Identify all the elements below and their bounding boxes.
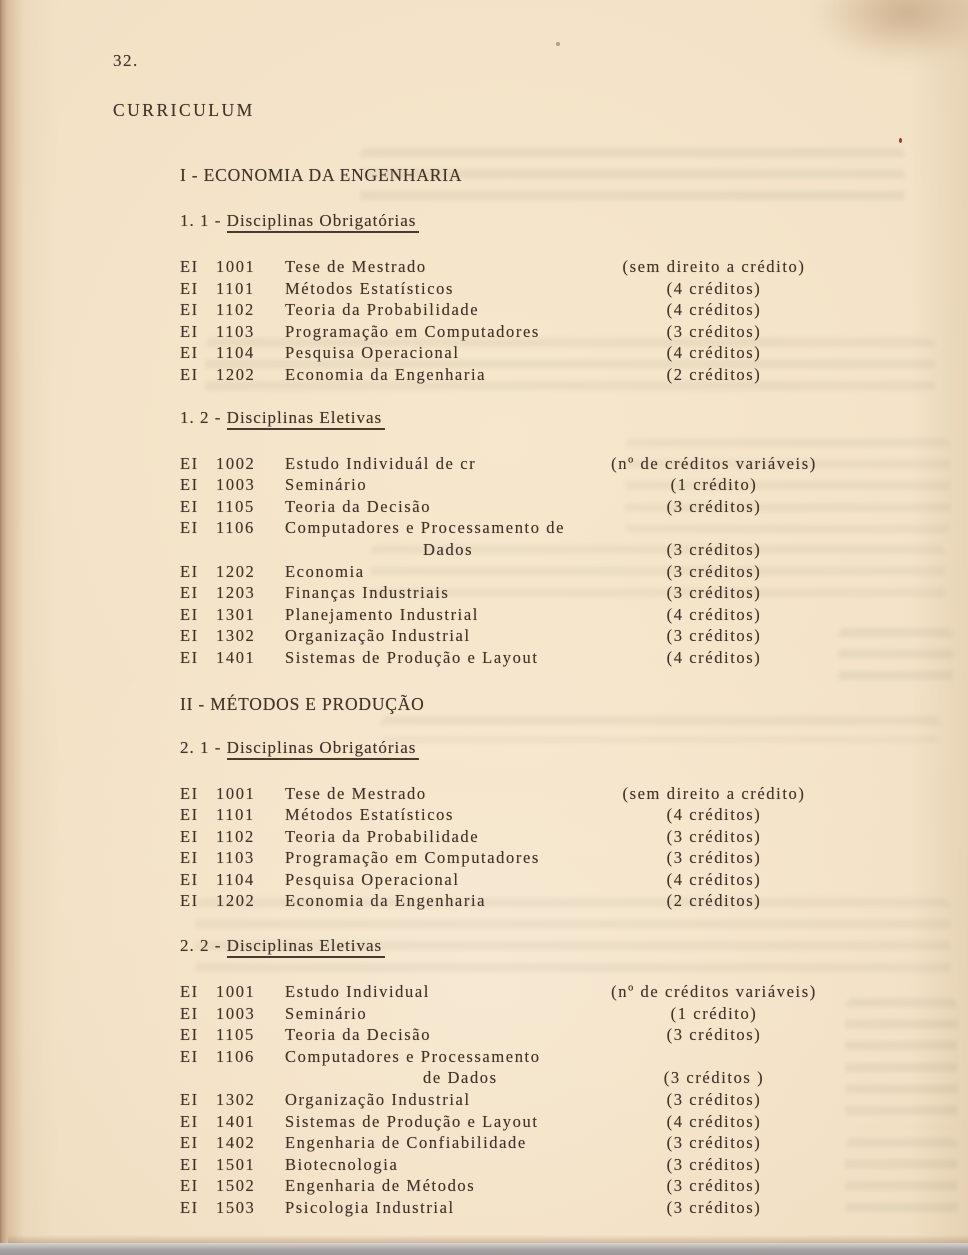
course-dept-code: EI (180, 496, 199, 516)
course-credits: (1 crédito) (670, 1003, 758, 1023)
subsection-heading (180, 407, 848, 429)
course-credits: (sem direito a crédito) (622, 257, 806, 276)
course-number: 1102 (216, 826, 255, 846)
course-title: Seminário (285, 475, 368, 495)
course-dept-code: EI (180, 1046, 199, 1066)
course-dept-code: EI (180, 1025, 199, 1045)
course-title: Finanças Industriais (285, 583, 450, 603)
course-dept-code: EI (180, 869, 199, 889)
course-credits: (sem direito a crédito) (622, 783, 806, 803)
course-dept-code: EI (180, 300, 199, 320)
bleedthrough-smudge (838, 628, 953, 688)
course-list (180, 453, 848, 669)
course-dept-code: EI (180, 783, 199, 803)
course-dept-code: EI (180, 518, 199, 538)
course-number: 1104 (216, 343, 255, 363)
course-title: Computadores e Processamento de (285, 518, 566, 538)
course-credits (580, 517, 848, 539)
page-title: CURRICULUM (113, 100, 255, 120)
course-number: 1401 (216, 1111, 256, 1131)
course-dept-code: EI (180, 1133, 199, 1153)
course-row (180, 804, 848, 826)
course-credits: (3 créditos) (666, 583, 762, 603)
course-dept-code: EI (180, 1090, 199, 1110)
course-dept-code: EI (180, 626, 199, 646)
course-title: Engenharia de Confiabilidade (285, 1133, 527, 1153)
course-row (180, 299, 848, 321)
course-dept-code: EI (180, 583, 199, 603)
course-number: 1202 (216, 561, 256, 581)
course-title: Teoria da Probabilidade (285, 826, 480, 846)
course-dept-code: EI (180, 982, 199, 1002)
course-row (180, 321, 848, 343)
course-dept-code: EI (180, 805, 199, 825)
course-credits: (3 créditos) (666, 561, 762, 581)
course-title: Estudo Individual (285, 982, 430, 1002)
course-row (180, 890, 848, 912)
subsection-heading (180, 210, 848, 232)
course-title: Economia da Engenharia (285, 891, 487, 911)
course-row (180, 1046, 848, 1068)
book-binding-edge (0, 0, 24, 1255)
course-title: Planejamento Industrial (285, 604, 479, 624)
scanner-background (0, 1243, 968, 1255)
course-title: Sistemas de Produção e Layout (285, 647, 539, 667)
course-dept-code: EI (180, 343, 199, 363)
course-number: 1202 (216, 364, 256, 384)
course-credits: (3 créditos) (666, 626, 762, 646)
course-number (216, 1067, 285, 1089)
course-number: 1103 (216, 848, 255, 868)
course-title: Economia (285, 561, 365, 581)
course-row (180, 256, 848, 278)
course-row (180, 847, 848, 869)
course-row (180, 453, 848, 475)
course-title: Pesquisa Operacional (285, 869, 460, 889)
paper-edge (8, 1235, 968, 1243)
paper-speck (899, 138, 902, 143)
course-row (180, 1089, 848, 1111)
course-number: 1501 (216, 1154, 256, 1174)
course-number: 1402 (216, 1133, 256, 1153)
page-number: 32. (113, 51, 139, 70)
course-dept-code (180, 1067, 216, 1089)
course-credits: (4 créditos) (666, 805, 762, 825)
course-credits: (4 créditos) (666, 343, 762, 363)
course-number: 1203 (216, 583, 256, 603)
course-number: 1002 (216, 453, 256, 473)
course-credits: (4 créditos) (666, 647, 762, 667)
course-number (216, 539, 285, 561)
bleedthrough-smudge (845, 1138, 957, 1216)
course-credits: (4 créditos) (666, 278, 762, 298)
course-dept-code: EI (180, 475, 199, 495)
course-credits: (3 créditos) (666, 1154, 762, 1174)
course-credits: (3 créditos) (666, 539, 762, 559)
course-number: 1105 (216, 496, 255, 516)
course-number: 1001 (216, 257, 256, 276)
subsection-heading (180, 935, 848, 957)
course-title: Teoria da Decisão (285, 496, 432, 516)
course-dept-code: EI (180, 604, 199, 624)
course-number: 1001 (216, 783, 256, 803)
course-row (180, 981, 848, 1003)
course-credits: (3 créditos) (666, 848, 762, 868)
course-credits: (2 créditos) (666, 364, 762, 384)
course-credits: (3 créditos ) (663, 1068, 765, 1088)
course-dept-code: EI (180, 561, 199, 581)
course-number: 1106 (216, 1046, 255, 1066)
course-row (180, 342, 848, 364)
course-credits: (1 crédito) (670, 475, 758, 495)
course-dept-code: EI (180, 891, 199, 911)
course-number: 1003 (216, 1003, 256, 1023)
course-credits: (3 créditos) (666, 826, 762, 846)
course-number: 1502 (216, 1176, 256, 1196)
course-credits: (3 créditos) (666, 496, 762, 516)
course-credits: (4 créditos) (666, 1111, 762, 1131)
course-title: Teoria da Decisão (285, 1025, 432, 1045)
course-dept-code: EI (180, 826, 199, 846)
course-title: Tese de Mestrado (285, 257, 427, 276)
course-row (180, 364, 848, 386)
page-content (113, 50, 848, 1219)
course-credits: (4 créditos) (666, 300, 762, 320)
course-row (180, 1111, 848, 1133)
course-number: 1104 (216, 869, 255, 889)
course-number: 1105 (216, 1025, 255, 1045)
subsection-title: Disciplinas Eletivas (227, 408, 386, 430)
course-number: 1302 (216, 626, 256, 646)
course-title: de Dados (423, 1068, 498, 1088)
subsection-label: 2. 1 - (180, 737, 222, 757)
subsection-label: 2. 2 - (180, 936, 222, 956)
course-number: 1302 (216, 1090, 256, 1110)
course-row (180, 1154, 848, 1176)
course-credits: (4 créditos) (666, 869, 762, 889)
course-title: Pesquisa Operacional (285, 343, 460, 363)
course-row (180, 647, 848, 669)
course-dept-code: EI (180, 1111, 199, 1131)
course-credits: (3 créditos) (666, 1025, 762, 1045)
course-dept-code: EI (180, 848, 199, 868)
course-title: Estudo Individuál de cr (285, 453, 477, 473)
course-list (180, 783, 848, 913)
course-credits: (nº de créditos variáveis) (611, 982, 817, 1002)
course-credits: (2 créditos) (666, 891, 762, 911)
course-row-continuation (180, 1067, 848, 1089)
course-number: 1003 (216, 475, 256, 495)
course-title: Engenharia de Métodos (285, 1176, 476, 1196)
course-list (180, 256, 848, 386)
course-row (180, 278, 848, 300)
subsection-title: Disciplinas Obrigatórias (227, 211, 420, 233)
course-title: Tese de Mestrado (285, 783, 427, 803)
course-row (180, 561, 848, 583)
course-row (180, 474, 848, 496)
course-title: Biotecnologia (285, 1154, 399, 1174)
course-credits: (3 créditos) (666, 1133, 762, 1153)
course-title: Programação em Computadores (285, 321, 540, 341)
course-row (180, 826, 848, 848)
course-dept-code: EI (180, 1003, 199, 1023)
section-heading: II - MÉTODOS E PRODUÇÃO (180, 693, 425, 714)
course-dept-code: EI (180, 1176, 199, 1196)
course-row (180, 1175, 848, 1197)
course-dept-code: EI (180, 364, 199, 384)
course-row (180, 869, 848, 891)
course-row (180, 1003, 848, 1025)
course-row (180, 625, 848, 647)
course-row (180, 496, 848, 518)
course-title: Psicologia Industrial (285, 1198, 455, 1217)
course-title: Teoria da Probabilidade (285, 300, 480, 320)
course-title: Seminário (285, 1003, 368, 1023)
course-dept-code: EI (180, 321, 199, 341)
subsection-title: Disciplinas Eletivas (227, 936, 386, 958)
course-title: Programação em Computadores (285, 848, 540, 868)
course-title: Organização Industrial (285, 1090, 471, 1110)
course-credits: (3 créditos) (666, 1090, 762, 1110)
course-row (180, 604, 848, 626)
course-title: Organização Industrial (285, 626, 471, 646)
subsection-title: Disciplinas Obrigatórias (227, 738, 420, 760)
course-number: 1103 (216, 321, 255, 341)
course-dept-code: EI (180, 1198, 199, 1217)
course-credits: (3 créditos) (666, 1176, 762, 1196)
subsection-heading (180, 737, 848, 759)
course-dept-code: EI (180, 1154, 199, 1174)
course-credits: (3 créditos) (666, 321, 762, 341)
bleedthrough-smudge (845, 998, 957, 1128)
course-number: 1101 (216, 278, 255, 298)
paper-speck (556, 42, 560, 46)
section-heading: I - ECONOMIA DA ENGENHARIA (180, 165, 463, 185)
course-dept-code: EI (180, 278, 199, 298)
course-credits: (4 créditos) (666, 604, 762, 624)
course-number: 1101 (216, 805, 255, 825)
course-credits: (3 créditos) (666, 1198, 762, 1217)
course-list (180, 981, 848, 1219)
course-row-continuation (180, 539, 848, 561)
subsection-label: 1. 2 - (180, 407, 222, 427)
course-number: 1102 (216, 300, 255, 320)
course-credits: (nº de créditos variáveis) (611, 453, 817, 473)
course-row (180, 1197, 848, 1219)
course-dept-code: EI (180, 257, 199, 276)
course-row (180, 783, 848, 805)
course-title: Sistemas de Produção e Layout (285, 1111, 539, 1131)
course-dept-code: EI (180, 647, 199, 667)
course-number: 1503 (216, 1198, 256, 1217)
course-number: 1301 (216, 604, 256, 624)
course-number: 1401 (216, 647, 256, 667)
course-title: Computadores e Processamento (285, 1046, 541, 1066)
course-number: 1202 (216, 891, 256, 911)
course-row (180, 582, 848, 604)
course-title: Economia da Engenharia (285, 364, 487, 384)
course-title: Métodos Estatísticos (285, 278, 455, 298)
course-row (180, 517, 848, 539)
course-row (180, 1024, 848, 1046)
subsection-label: 1. 1 - (180, 211, 222, 230)
course-dept-code: EI (180, 453, 199, 473)
course-dept-code (180, 539, 216, 561)
course-title: Métodos Estatísticos (285, 805, 455, 825)
course-title: Dados (423, 539, 474, 559)
course-number: 1106 (216, 518, 255, 538)
course-number: 1001 (216, 982, 256, 1002)
course-credits (580, 1046, 848, 1068)
course-row (180, 1132, 848, 1154)
